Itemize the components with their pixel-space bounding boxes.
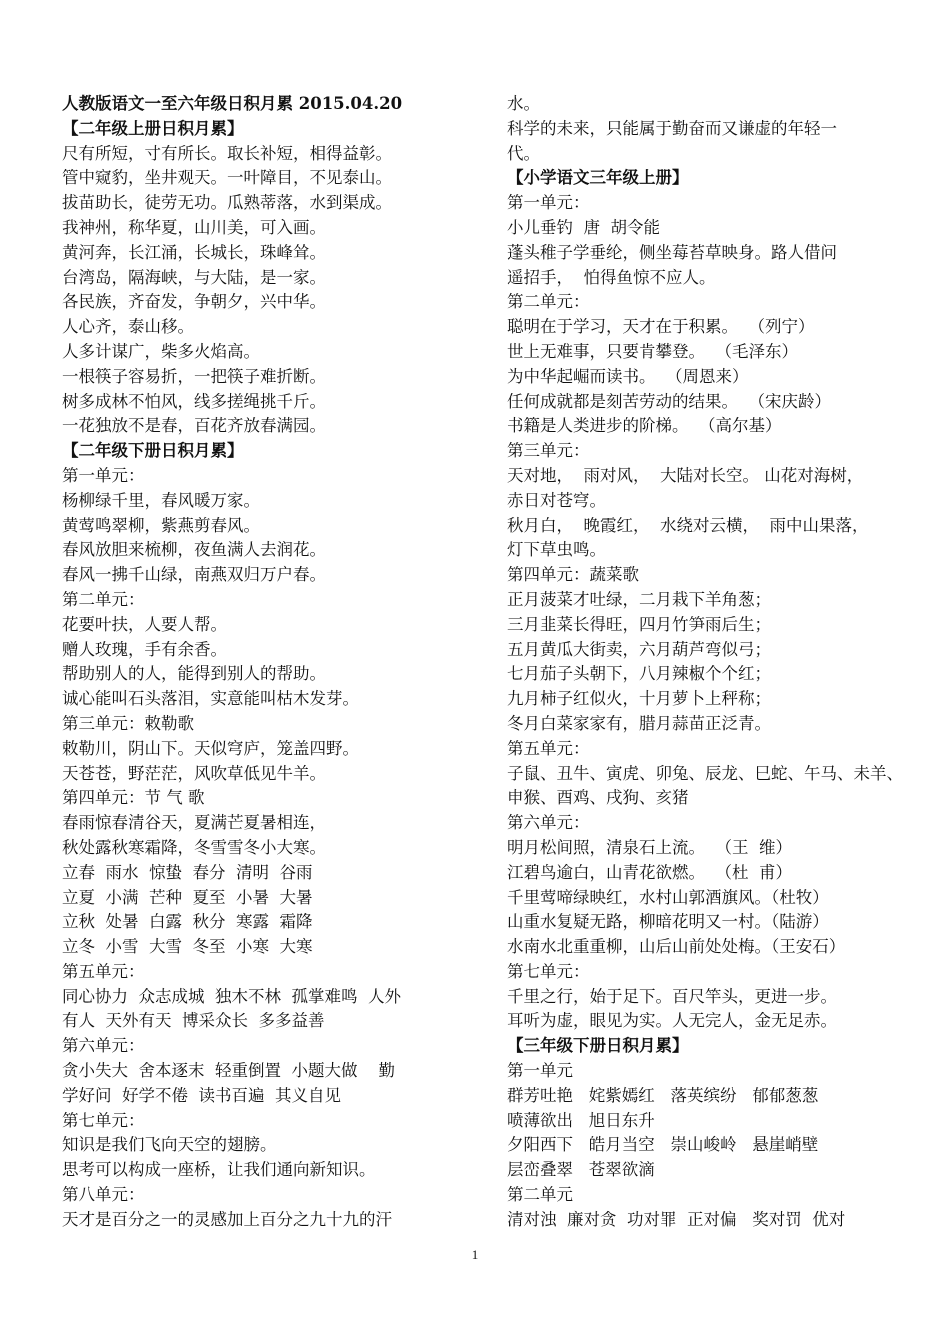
text-line: 花要叶扶，人要人帮。 — [62, 614, 227, 634]
right-column — [507, 92, 927, 1233]
text-line: 群芳吐艳 姹紫嫣红 落英缤纷 郁郁葱葱 — [507, 1085, 819, 1105]
text-line: 书籍是人类进步的阶梯。 （高尔基） — [507, 416, 782, 436]
text-line: 任何成就都是刻苦劳动的结果。 （宋庆龄） — [507, 391, 831, 411]
text-line: 秋处露秋寒霜降，冬雪雪冬小大寒。 — [62, 837, 326, 857]
text-line: 黄河奔，长江涌，长城长，珠峰耸。 — [62, 242, 326, 262]
text-line: 九月柿子红似火，十月萝卜上秤称； — [507, 689, 771, 709]
text-line: 第二单元： — [62, 589, 145, 609]
text-line: 人多计谋广，柴多火焰高。 — [62, 341, 260, 361]
text-line: 千里莺啼绿映红，水村山郭酒旗风。（杜牧） — [507, 887, 829, 907]
text-line: 第四单元：蔬菜歌 — [507, 565, 639, 585]
text-line: 树多成林不怕风，线多搓绳挑千斤。 — [62, 391, 326, 411]
text-line: 五月黄瓜大街卖，六月葫芦弯似弓； — [507, 639, 771, 659]
text-line: 帮助别人的人，能得到别人的帮助。 — [62, 664, 326, 684]
text-line: 立冬 小雪 大雪 冬至 小寒 大寒 — [62, 937, 313, 957]
text-line: 代。 — [507, 143, 540, 163]
text-line: 子鼠、丑牛、寅虎、卯兔、辰龙、巳蛇、午马、未羊、 — [507, 763, 903, 783]
text-line: 秋月白， 晚霞红， 水绕对云横， 雨中山果落， — [507, 515, 869, 535]
text-line: 第二单元 — [507, 1185, 573, 1205]
text-line: 知识是我们飞向天空的翅膀。 — [62, 1135, 277, 1155]
text-line: 敕勒川，阴山下。天似穹庐，笼盖四野。 — [62, 738, 359, 758]
text-line: 天才是百分之一的灵感加上百分之九十九的汗 — [62, 1209, 392, 1229]
text-line: 立夏 小满 芒种 夏至 小暑 大暑 — [62, 887, 313, 907]
text-line: 耳听为虚，眼见为实。人无完人，金无足赤。 — [507, 1011, 837, 1031]
text-line: 人心齐，泰山移。 — [62, 317, 194, 337]
text-line: 正月菠菜才吐绿，二月栽下羊角葱； — [507, 589, 771, 609]
text-line: 第六单元： — [507, 813, 590, 833]
text-line: 为中华起崛而读书。 （周恩来） — [507, 366, 749, 386]
text-line: 第三单元：敕勒歌 — [62, 713, 194, 733]
text-line: 聪明在于学习，天才在于积累。 （列宁） — [507, 317, 815, 337]
text-line: 第五单元： — [507, 738, 590, 758]
text-line: 尺有所短，寸有所长。取长补短，相得益彰。 — [62, 143, 392, 163]
text-line: 思考可以构成一座桥，让我们通向新知识。 — [62, 1160, 376, 1180]
text-line: 有人 天外有天 博采众长 多多益善 — [62, 1011, 325, 1031]
text-line: 诚心能叫石头落泪，实意能叫枯木发芽。 — [62, 689, 359, 709]
text-line: 第八单元： — [62, 1185, 145, 1205]
text-line: 我神州，称华夏，山川美，可入画。 — [62, 217, 326, 237]
text-line: 层峦叠翠 苍翠欲滴 — [507, 1160, 655, 1180]
text-line: 天对地， 雨对风， 大陆对长空。 山花对海树， — [507, 465, 864, 485]
text-line: 同心协力 众志成城 独木不林 孤掌难鸣 人外 — [62, 986, 401, 1006]
text-line: 一花独放不是春，百花齐放春满园。 — [62, 416, 326, 436]
text-line: 夕阳西下 皓月当空 崇山峻岭 悬崖峭壁 — [507, 1135, 819, 1155]
text-line: 赤日对苍穹。 — [507, 490, 606, 510]
text-line: 第一单元： — [62, 465, 145, 485]
section-heading: 【二年级下册日积月累】 — [62, 441, 244, 461]
text-line: 第三单元： — [507, 441, 590, 461]
text-line: 台湾岛，隔海峡，与大陆，是一家。 — [62, 267, 326, 287]
text-line: 贪小失大 舍本逐末 轻重倒置 小题大做 勤 — [62, 1061, 395, 1081]
text-line: 冬月白菜家家有，腊月蒜苗正泛青。 — [507, 713, 771, 733]
text-line: 管中窥豹，坐井观天。一叶障目，不见泰山。 — [62, 168, 392, 188]
text-line: 水南水北重重柳，山后山前处处梅。（王安石） — [507, 937, 846, 957]
text-line: 江碧鸟逾白，山青花欲燃。 （杜 甫） — [507, 862, 792, 882]
text-line: 明月松间照，清泉石上流。 （王 维） — [507, 837, 792, 857]
text-line: 三月韭菜长得旺，四月竹笋雨后生； — [507, 614, 771, 634]
text-line: 拔苗助长，徒劳无功。瓜熟蒂落，水到渠成。 — [62, 193, 392, 213]
text-line: 世上无难事，只要肯攀登。 （毛泽东） — [507, 341, 798, 361]
text-line: 第七单元： — [507, 961, 590, 981]
section-heading: 【三年级下册日积月累】 — [507, 1036, 689, 1056]
text-line: 春雨惊春清谷天，夏满芒夏暑相连， — [62, 813, 326, 833]
text-line: 赠人玫瑰，手有余香。 — [62, 639, 227, 659]
text-line: 天苍苍，野茫茫，风吹草低见牛羊。 — [62, 763, 326, 783]
text-line: 学好问 好学不倦 读书百遍 其义自见 — [62, 1085, 341, 1105]
text-line: 立秋 处暑 白露 秋分 寒露 霜降 — [62, 912, 313, 932]
text-line: 山重水复疑无路，柳暗花明又一村。（陆游） — [507, 912, 829, 932]
text-line: 第一单元 — [507, 1061, 573, 1081]
text-line: 水。 — [507, 94, 540, 113]
text-line: 七月茄子头朝下，八月辣椒个个红； — [507, 664, 771, 684]
text-line: 第七单元： — [62, 1110, 145, 1130]
text-line: 第二单元： — [507, 292, 590, 312]
text-line: 第六单元： — [62, 1036, 145, 1056]
document-title: 人教版语文一至六年级日积月累 2015.04.20 — [62, 94, 403, 113]
text-line: 遥招手， 怕得鱼惊不应人。 — [507, 267, 716, 287]
text-line: 申猴、酉鸡、戌狗、亥猪 — [507, 788, 689, 808]
text-line: 各民族，齐奋发，争朝夕，兴中华。 — [62, 292, 326, 312]
text-line: 第一单元： — [507, 193, 590, 213]
text-line: 喷薄欲出 旭日东升 — [507, 1110, 655, 1130]
text-line: 千里之行，始于足下。百尺竿头，更进一步。 — [507, 986, 837, 1006]
text-line: 灯下草虫鸣。 — [507, 540, 606, 560]
text-line: 黄莺鸣翠柳，紫燕剪春风。 — [62, 515, 260, 535]
text-line: 第四单元：节 气 歌 — [62, 788, 205, 808]
section-heading: 【小学语文三年级上册】 — [507, 168, 689, 188]
left-column — [62, 92, 462, 1233]
page-number: 1 — [471, 1247, 479, 1262]
text-line: 第五单元： — [62, 961, 145, 981]
text-line: 春风放胆来梳柳，夜鱼满人去润花。 — [62, 540, 326, 560]
text-line: 清对浊 廉对贪 功对罪 正对偏 奖对罚 优对 — [507, 1209, 846, 1229]
text-line: 杨柳绿千里，春风暖万家。 — [62, 490, 260, 510]
text-line: 蓬头稚子学垂纶，侧坐莓苔草映身。路人借问 — [507, 242, 837, 262]
section-heading: 【二年级上册日积月累】 — [62, 118, 244, 138]
text-line: 春风一拂千山绿，南燕双归万户春。 — [62, 565, 326, 585]
text-line: 一根筷子容易折，一把筷子难折断。 — [62, 366, 326, 386]
text-line: 科学的未来，只能属于勤奋而又谦虚的年轻一 — [507, 118, 837, 138]
text-line: 小儿垂钓 唐 胡令能 — [507, 217, 660, 237]
text-line: 立春 雨水 惊蛰 春分 清明 谷雨 — [62, 862, 313, 882]
